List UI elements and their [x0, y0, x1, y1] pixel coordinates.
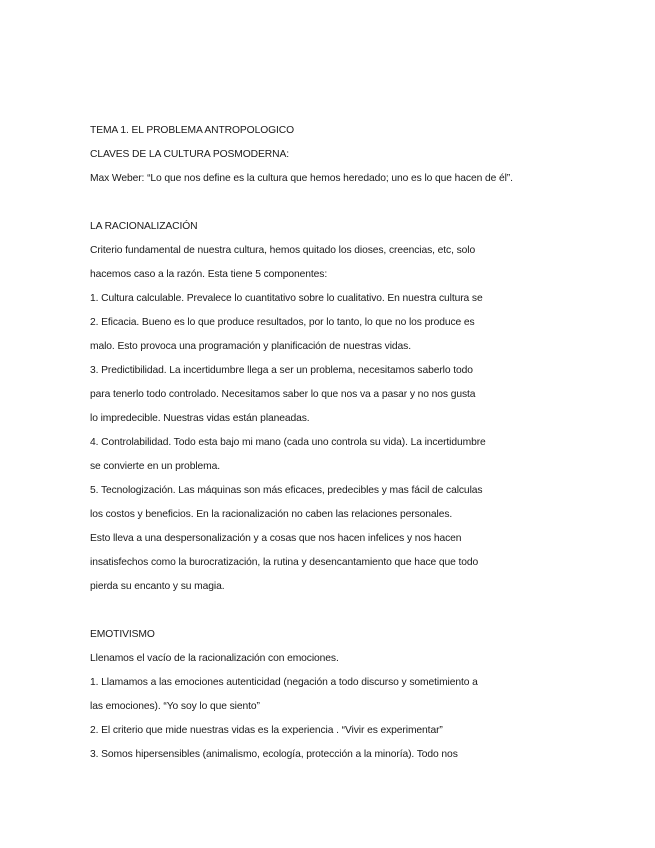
paragraph-line: 4. Controlabilidad. Todo esta bajo mi mano (cada uno controla su vida). La incertidumbre	[90, 437, 486, 448]
quote-line: Max Weber: “Lo que nos define es la cultura que hemos heredado; uno es lo que hacen de él”.	[90, 173, 513, 184]
paragraph-line: malo. Esto provoca una programación y planificación de nuestras vidas.	[90, 341, 411, 352]
paragraph-line: 2. Eficacia. Bueno es lo que produce resultados, por lo tanto, lo que no los produce es	[90, 317, 475, 328]
document-body	[90, 124, 630, 772]
section-subtitle: CLAVES DE LA CULTURA POSMODERNA:	[90, 149, 289, 160]
paragraph-line: insatisfechos como la burocratización, la rutina y desencantamiento que hace que todo	[90, 557, 479, 568]
paragraph-line: 1. Llamamos a las emociones autenticidad (negación a todo discurso y sometimiento a	[90, 677, 478, 688]
section-heading-emotivismo: EMOTIVISMO	[90, 629, 155, 640]
paragraph-line: 5. Tecnologización. Las máquinas son más eficaces, predecibles y mas fácil de calculas	[90, 485, 483, 496]
paragraph-line: para tenerlo todo controlado. Necesitamos saber lo que nos va a pasar y no nos gusta	[90, 389, 476, 400]
paragraph-line: los costos y beneficios. En la racionalización no caben las relaciones personales.	[90, 509, 453, 520]
paragraph-line: hacemos caso a la razón. Esta tiene 5 componentes:	[90, 269, 328, 280]
paragraph-line: Llenamos el vacío de la racionalización con emociones.	[90, 653, 339, 664]
section-heading-racionalizacion: LA RACIONALIZACIÓN	[90, 221, 198, 232]
paragraph-line: pierda su encanto y su magia.	[90, 581, 225, 592]
paragraph-line: lo impredecible. Nuestras vidas están planeadas.	[90, 413, 310, 424]
document-title: TEMA 1. EL PROBLEMA ANTROPOLOGICO	[90, 125, 295, 136]
paragraph-line: 2. El criterio que mide nuestras vidas es la experiencia . “Vivir es experimentar”	[90, 725, 443, 736]
paragraph-line: Criterio fundamental de nuestra cultura, hemos quitado los dioses, creencias, etc, solo	[90, 245, 476, 256]
paragraph-line: las emociones). “Yo soy lo que siento”	[90, 701, 260, 712]
blank-line	[90, 604, 630, 628]
paragraph-line: se convierte en un problema.	[90, 461, 220, 472]
paragraph-line: 3. Predictibilidad. La incertidumbre llega a ser un problema, necesitamos saberlo todo	[90, 365, 473, 376]
paragraph-line: 3. Somos hipersensibles (animalismo, ecología, protección a la minoría). Todo nos	[90, 749, 458, 760]
paragraph-line: 1. Cultura calculable. Prevalece lo cuantitativo sobre lo cualitativo. En nuestra cultura se	[90, 293, 483, 304]
blank-line	[90, 196, 630, 220]
paragraph-line: Esto lleva a una despersonalización y a cosas que nos hacen infelices y nos hacen	[90, 533, 462, 544]
